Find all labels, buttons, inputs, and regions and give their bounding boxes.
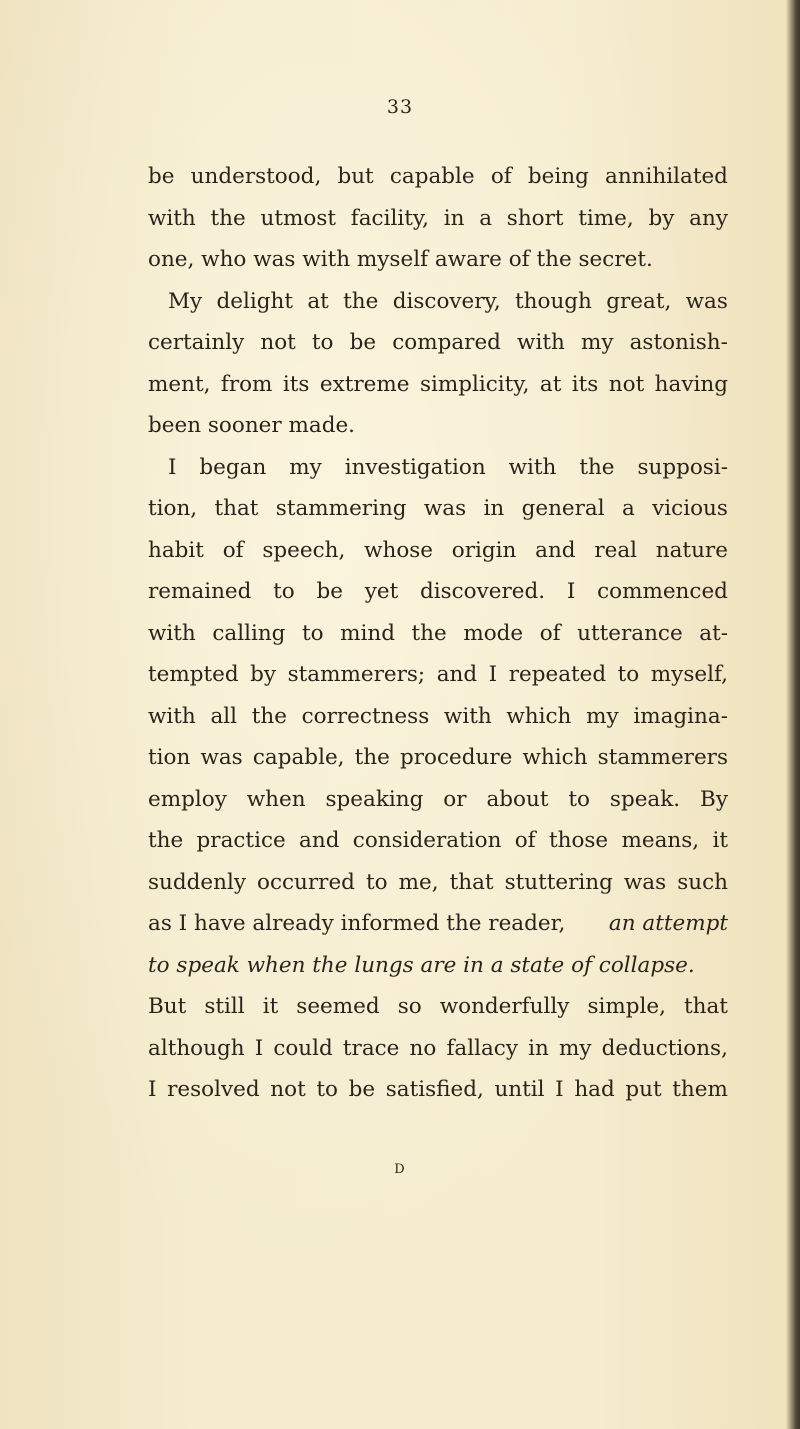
text-line-19-italic: an attempt xyxy=(608,911,728,936)
text-line-14: with all the correctness with which my imagina- xyxy=(148,703,728,729)
text-line-19-roman: as I have already informed the reader, xyxy=(148,911,566,936)
text-line-1: be understood, but capable of being annihilated xyxy=(148,164,728,189)
text-line-15: tion was capable, the procedure which stammerers xyxy=(148,745,728,770)
text-line-23: I resolved not to be satisfied, until I had put them xyxy=(148,1077,728,1102)
signature-mark: D xyxy=(394,1162,406,1177)
text-line-16: employ when speaking or about to speak. By xyxy=(148,786,728,812)
text-line-7: been sooner made. xyxy=(148,413,356,438)
text-line-19 xyxy=(148,903,728,945)
text-line-9: tion, that stammering was in general a vicious xyxy=(148,496,728,521)
text-line-4: My delight at the discovery, though great, was xyxy=(168,288,728,314)
page-number: 33 xyxy=(386,96,414,118)
text-line-6: ment, from its extreme simplicity, at its not having xyxy=(148,371,728,397)
text-line-18: suddenly occurred to me, that stuttering was such xyxy=(148,869,728,895)
text-line-10: habit of speech, whose origin and real nature xyxy=(148,537,728,563)
text-line-22: although I could trace no fallacy in my deductions, xyxy=(148,1035,728,1061)
text-line-3: one, who was with myself aware of the secret. xyxy=(148,247,653,272)
text-line-20-italic: to speak when the lungs are in a state of collapse. xyxy=(148,952,695,978)
page-edge-shadow xyxy=(786,0,800,1429)
text-line-13: tempted by stammerers; and I repeated to myself, xyxy=(148,662,728,687)
text-line-12: with calling to mind the mode of utterance at- xyxy=(148,620,728,646)
text-line-2: with the utmost facility, in a short time, by any xyxy=(148,205,728,231)
text-line-17: the practice and consideration of those means, it xyxy=(148,828,728,853)
text-line-11: remained to be yet discovered. I commenced xyxy=(148,579,728,604)
body-text xyxy=(148,156,728,1111)
text-line-5: certainly not to be compared with my astonish- xyxy=(148,330,728,355)
text-line-21: But still it seemed so wonderfully simple, that xyxy=(148,994,728,1019)
text-line-20 xyxy=(148,945,728,987)
text-line-8: I began my investigation with the supposi- xyxy=(168,454,728,480)
